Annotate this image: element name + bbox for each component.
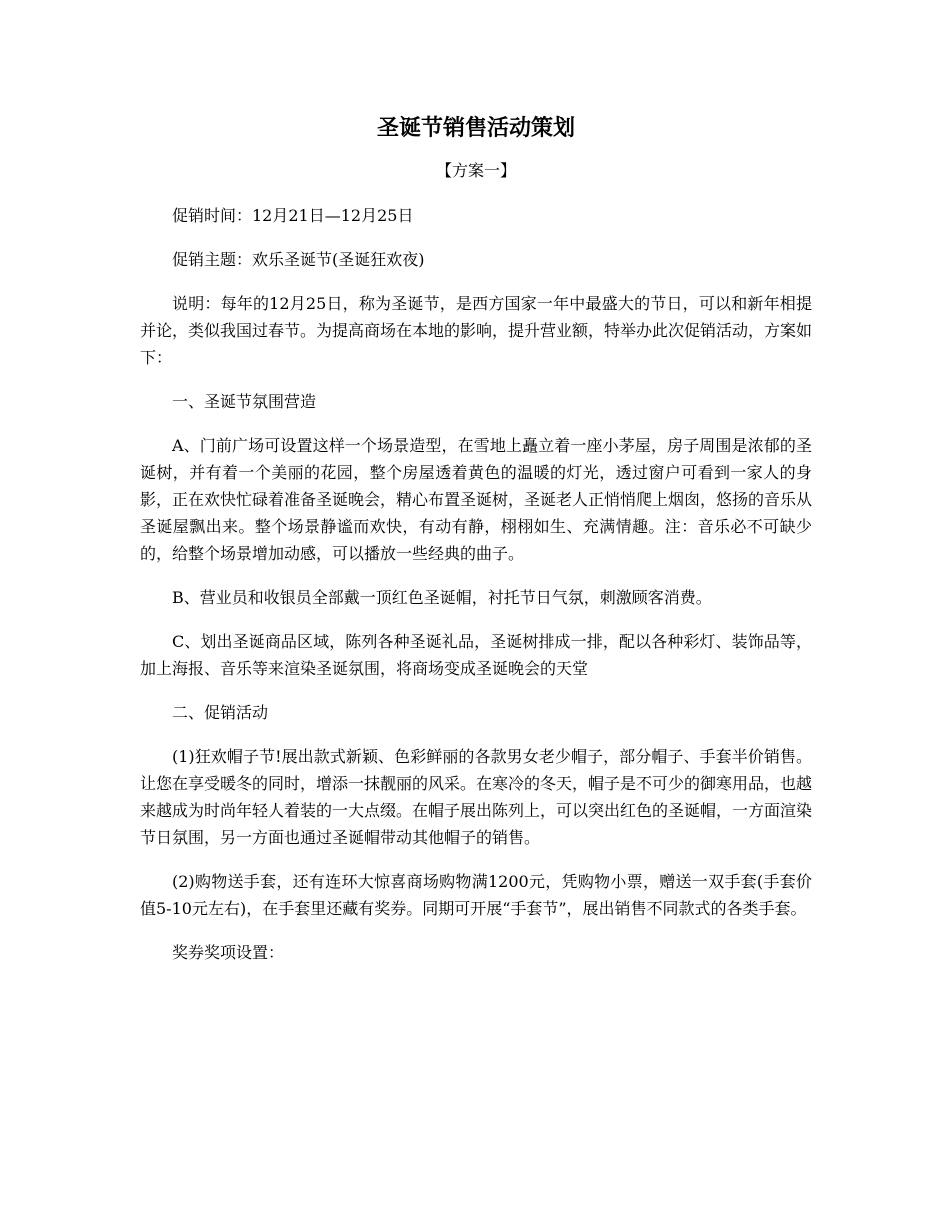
document-body	[140, 112, 812, 983]
document-title: 圣诞节销售活动策划	[376, 115, 575, 141]
promo-time: 促销时间：12月21日—12月25日	[172, 206, 414, 225]
prize-settings-heading: 奖券奖项设置：	[172, 943, 285, 962]
item-b-paragraph: B、营业员和收银员全部戴一顶红色圣诞帽，衬托节日气氛，刺激顾客消费。	[172, 588, 712, 607]
section-heading-atmosphere: 一、圣诞节氛围营造	[172, 392, 317, 411]
promo-item-1-paragraph: (1)狂欢帽子节!展出款式新颖、色彩鲜丽的各款男女老少帽子，部分帽子、手套半价销售。让您在享受暖冬的同时，增添一抹靓丽的风采。在寒冷的冬天，帽子是不可少的御寒用品，也越来越成为时尚年轻人着装的一大点缀。在帽子展出陈列上，可以突出红色的圣诞帽，一方面渲染节日氛围，另一方面也通过圣诞帽带动其他帽子的销售。	[140, 747, 813, 847]
section-heading-promotions: 二、促销活动	[172, 703, 269, 722]
promo-item-2-paragraph: (2)购物送手套，还有连环大惊喜商场购物满1200元，凭购物小票，赠送一双手套(手套价值5-10元左右)，在手套里还藏有奖券。同期可开展“手套节”，展出销售不同款式的各类手套。	[140, 872, 812, 918]
description-paragraph: 说明：每年的12月25日，称为圣诞节，是西方国家一年中最盛大的节日，可以和新年相提并论，类似我国过春节。为提高商场在本地的影响，提升营业额，特举办此次促销活动，方案如下：	[140, 294, 813, 367]
item-c-paragraph: C、划出圣诞商品区域，陈列各种圣诞礼品，圣诞树排成一排，配以各种彩灯、装饰品等，加上海报、音乐等来渲染圣诞氛围，将商场变成圣诞晚会的天堂	[140, 632, 812, 678]
item-a-paragraph: A、门前广场可设置这样一个场景造型，在雪地上矗立着一座小茅屋，房子周围是浓郁的圣诞树，并有着一个美丽的花园，整个房屋透着黄色的温暖的灯光，透过窗户可看到一家人的身影，正在欢快忙碌着准备圣诞晚会，精心布置圣诞树，圣诞老人正悄悄爬上烟囱，悠扬的音乐从圣诞屋飘出来。整个场景静谧而欢快，有动有静，栩栩如生、充满情趣。注：音乐必不可缺少的，给整个场景增加动感，可以播放一些经典的曲子。	[140, 436, 813, 563]
document-subtitle: 【方案一】	[435, 161, 516, 180]
promo-theme: 促销主题：欢乐圣诞节(圣诞狂欢夜)	[172, 250, 425, 269]
